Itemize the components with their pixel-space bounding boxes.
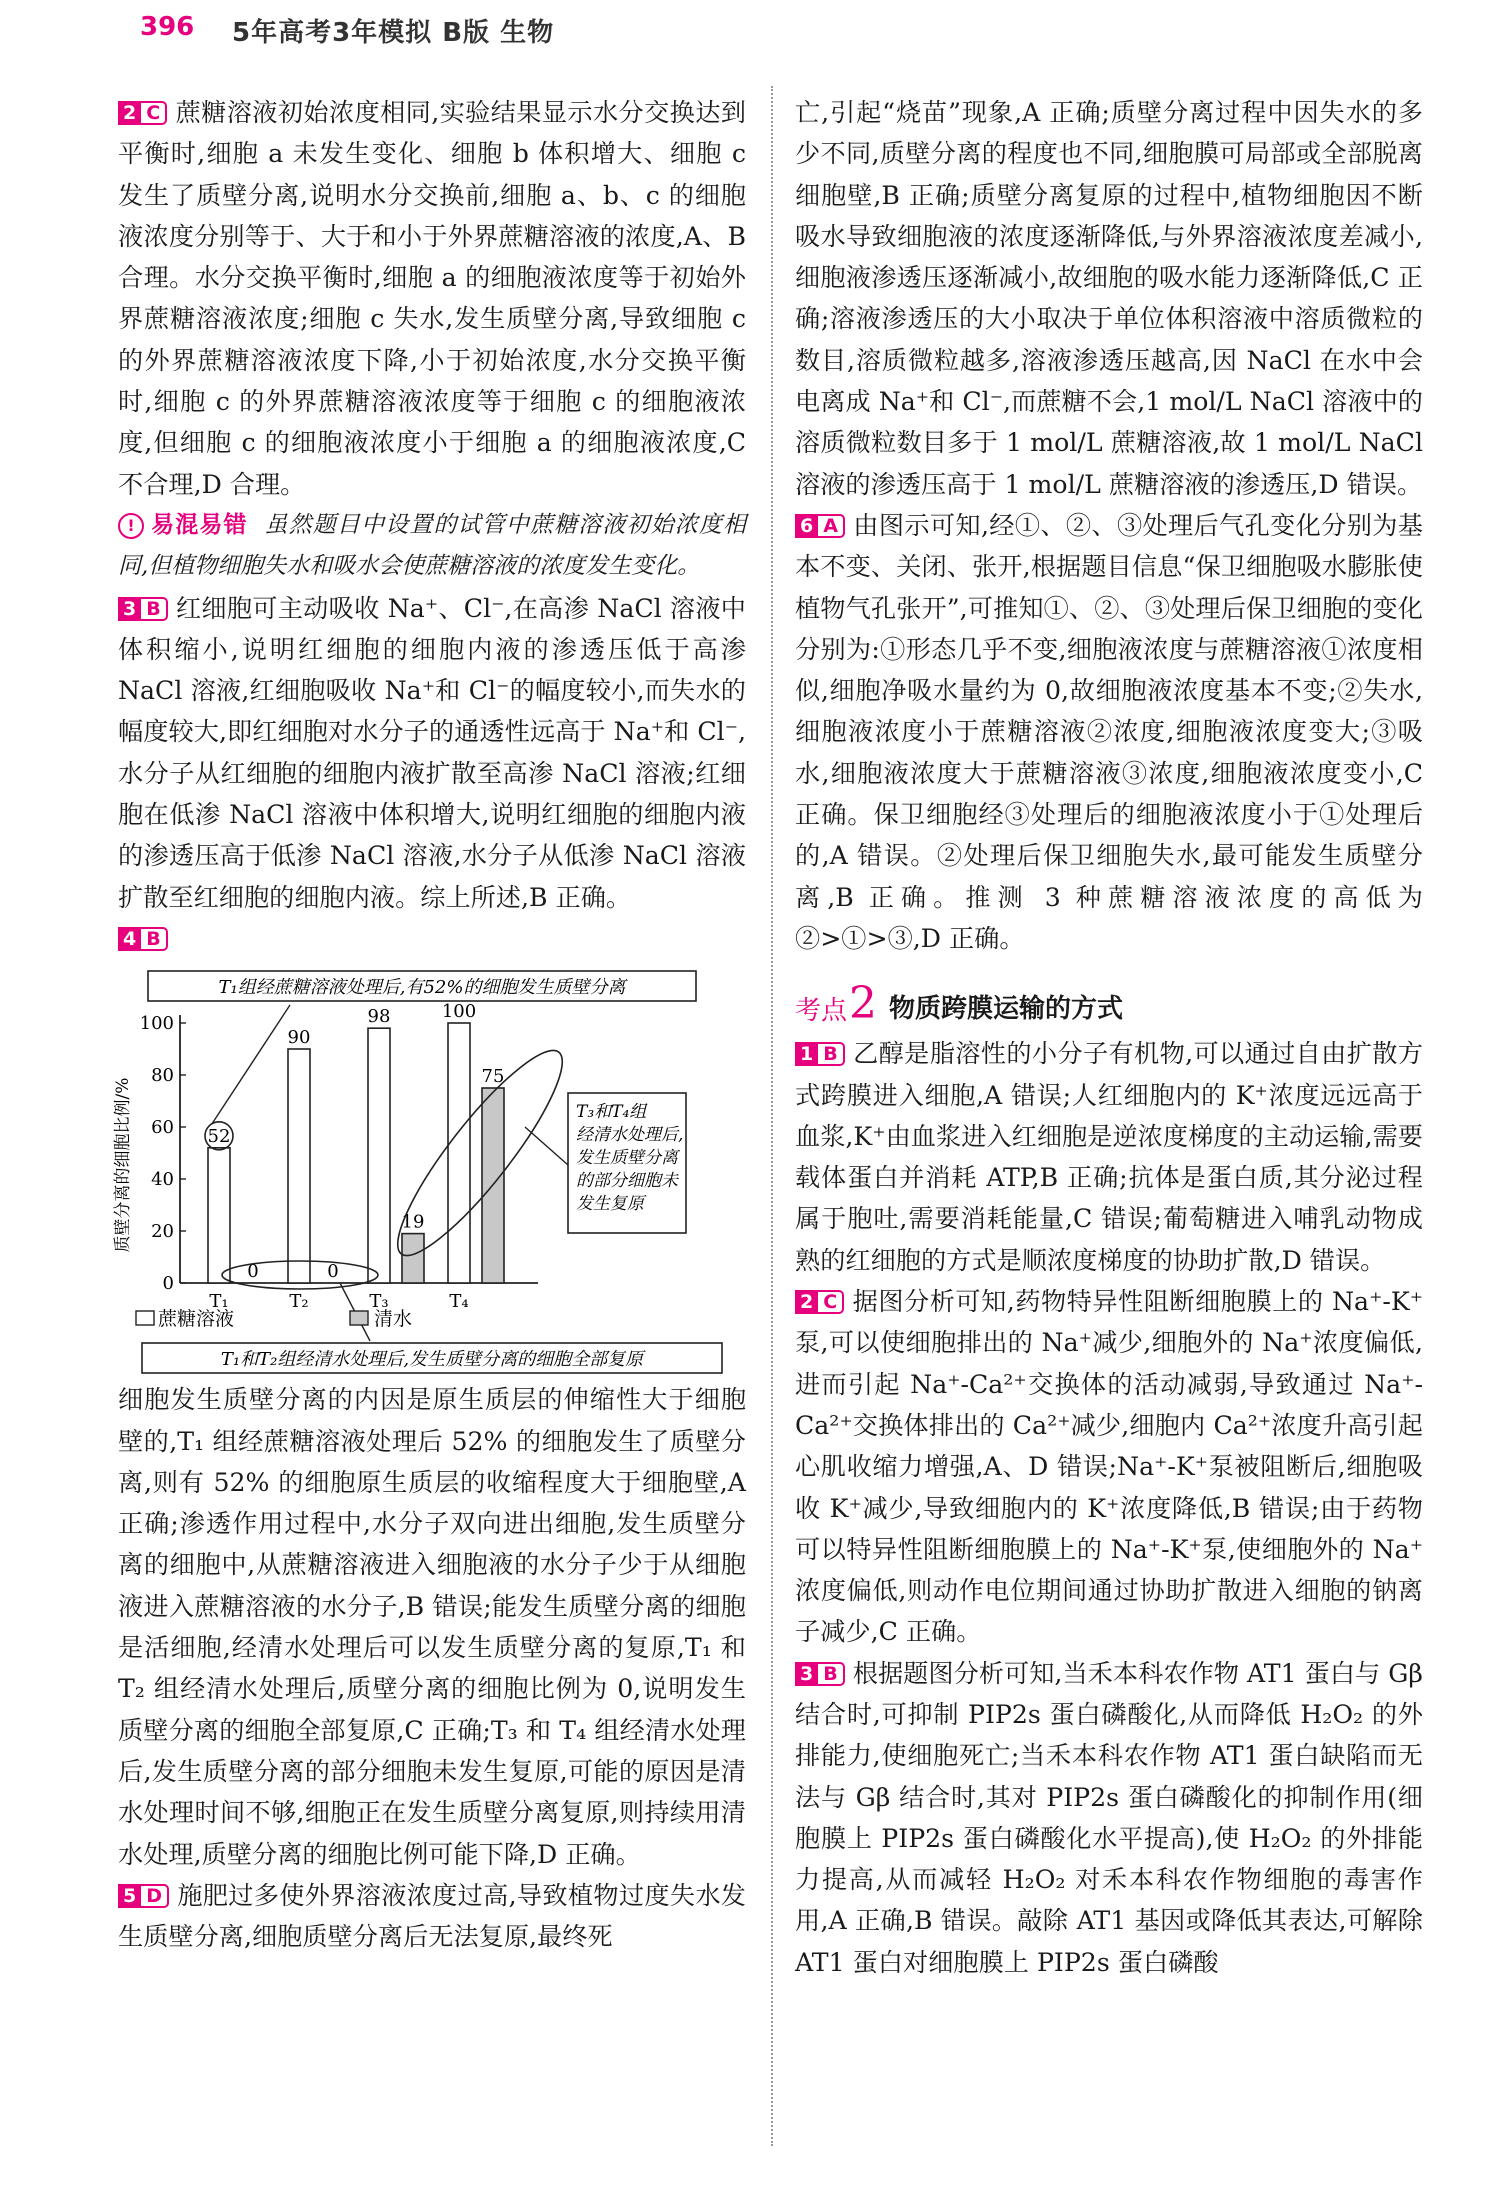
y-tick-label: 0 <box>162 1273 174 1295</box>
answer-badge: 1 B <box>795 1042 845 1066</box>
legend-swatch-water <box>350 1311 368 1325</box>
data-label: 100 <box>441 1001 477 1023</box>
right-annotation-line: T₃和T₄组 <box>576 1102 647 1123</box>
right-annotation-line: 发生复原 <box>576 1194 644 1215</box>
y-tick-label: 40 <box>151 1169 174 1191</box>
right-annotation-line: 发生质壁分离 <box>576 1148 678 1169</box>
answer-badge: 5 D <box>118 1884 169 1908</box>
data-label: 0 <box>327 1261 339 1283</box>
section-title: 物质跨膜运输的方式 <box>889 994 1124 1025</box>
answer-badge: 3 B <box>118 597 168 621</box>
y-tick-label: 80 <box>151 1065 174 1087</box>
note-text: 虽然题目中设置的试管中蔗糖溶液初始浓度相同,但植物细胞失水和吸水会使蔗糖溶液的浓度发生变化。 <box>118 511 747 580</box>
section-heading <box>795 978 1423 1030</box>
pointer-line <box>212 1005 290 1124</box>
bar-sucrose <box>448 1023 470 1283</box>
answer-k1: 1 B 乙醇是脂溶性的小分子有机物,可以通过自由扩散方式跨膜进入细胞,A 错误;人红细胞内的 K⁺浓度远远高于血浆,K⁺由血浆进入红细胞是逆浓度梯度的主动运输,需要载体蛋白并消耗 ATP,B 正确;抗体是蛋白质,其分泌过程属于胞吐,需要消耗能量,C 错误;葡萄糖进入哺乳动物成熟的红细胞的方式是顺浓度梯度的协助扩散,D 错误。 <box>795 1039 1423 1275</box>
data-label: 75 <box>481 1066 505 1088</box>
answer-q6: 6 A 由图示可知,经①、②、③处理后气孔变化分别为基本不变、关闭、张开,根据题目信息“保卫细胞吸水膨胀使植物气孔张开”,可推知①、②、③处理后保卫细胞的变化分别为:①形态几乎不变,细胞液浓度与蔗糖溶液①浓度相似,细胞净吸水量约为 0,故细胞液浓度基本不变;②失水,细胞液浓度小于蔗糖溶液②浓度,细胞液浓度变大;③吸水,细胞液浓度大于蔗糖溶液③浓度,细胞液浓度变小,C 正确。保卫细胞经③处理后的细胞液浓度小于①处理后的,A 错误。②处理后保卫细胞失水,最可能发生质壁分离,B 正确。推测 3 种蔗糖溶液浓度的高低为②>①>③,D 正确。 <box>795 510 1423 953</box>
x-tick-label: T₄ <box>449 1291 469 1313</box>
answer-badge: 3 B <box>795 1662 845 1686</box>
bar-chart <box>113 965 738 1375</box>
section-prefix: 考点 <box>795 996 848 1027</box>
bottom-annotation: T₁和T₂组经清水处理后,发生质壁分离的细胞全部复原 <box>220 1349 644 1371</box>
book-title: 5年高考3年模拟 B版 生物 <box>232 18 555 48</box>
answer-k3: 3 B 根据题图分析可知,当禾本科农作物 AT1 蛋白与 Gβ 结合时,可抑制 PIP2s 蛋白磷酸化,从而降低 H₂O₂ 的外排能力,使细胞死亡;当禾本科农作物 AT1 蛋白缺陷而无法与 Gβ 结合时,其对 PIP2s 蛋白磷酸化的抑制作用(细胞膜上 PIP2s 蛋白磷酸化水平提高),使 H₂O₂ 的外排能力提高,从而减轻 H₂O₂ 对禾本科农作物细胞的毒害作用,A 正确,B 错误。敲除 AT1 基因或降低其表达,可解除 AT1 蛋白对细胞膜上 PIP2s 蛋白磷酸 <box>795 1658 1423 1977</box>
bar-sucrose <box>288 1049 310 1283</box>
x-tick-label: T₃ <box>369 1291 389 1313</box>
pointer-line <box>525 1127 568 1165</box>
data-label: 0 <box>247 1261 259 1283</box>
y-tick-label: 60 <box>151 1117 174 1139</box>
note-confusion <box>118 505 746 588</box>
answer-q5-continued: 亡,引起“烧苗”现象,A 正确;质壁分离过程中因失水的多少不同,质壁分离的程度也不同,细胞膜可局部或全部脱离细胞壁,B 正确;质壁分离复原的过程中,植物细胞因不断吸水导致细胞液的浓度逐渐降低,与外界溶液浓度差减小,细胞液渗透压逐渐减小,故细胞的吸水能力逐渐降低,C 正确;溶液渗透压的大小取决于单位体积溶液中溶质微粒的数目,溶质微粒越多,溶液渗透压越高,因 NaCl 在水中会电离成 Na⁺和 Cl⁻,而蔗糖不会,1 mol/L NaCl 溶液中的溶质微粒数目多于 1 mol/L 蔗糖溶液,故 1 mol/L NaCl 溶液的渗透压高于 1 mol/L 蔗糖溶液的渗透压,D 错误。 <box>795 98 1423 499</box>
top-annotation: T₁组经蔗糖溶液处理后,有52%的细胞发生质壁分离 <box>218 977 626 999</box>
bar-chart-figure <box>113 965 738 1375</box>
legend-swatch-sucrose <box>136 1311 154 1325</box>
legend-sucrose: 蔗糖溶液 <box>158 1308 235 1331</box>
y-tick-label: 100 <box>139 1013 174 1035</box>
bar-sucrose <box>368 1028 390 1283</box>
answer-k2: 2 C 据图分析可知,药物特异性阻断细胞膜上的 Na⁺-K⁺泵,可以使细胞排出的 Na⁺减少,细胞外的 Na⁺浓度偏低,进而引起 Na⁺-Ca²⁺交换体的活动减弱,导致通过 Na⁺-Ca²⁺交换体排出的 Ca²⁺减少,细胞内 Ca²⁺浓度升高引起心肌收缩力增强,A、D 错误;Na⁺-K⁺泵被阻断后,细胞吸收 K⁺减少,导致细胞内的 K⁺浓度降低,B 错误;由于药物可以特异性阻断细胞膜上的 Na⁺-K⁺泵,使细胞外的 Na⁺浓度偏低,则动作电位期间通过协助扩散进入细胞的钠离子减少,C 正确。 <box>795 1287 1423 1647</box>
answer-q5: 5 D 施肥过多使外界溶液浓度过高,导致植物过度失水发生质壁分离,细胞质壁分离后无法复原,最终死 <box>118 1880 746 1952</box>
data-label: 19 <box>401 1211 425 1233</box>
answer-badge: 4 B <box>118 927 168 951</box>
bar-sucrose <box>208 1148 230 1283</box>
x-tick-label: T₁ <box>209 1291 229 1313</box>
page-number: 396 <box>140 12 195 42</box>
note-label: 易混易错 <box>150 511 248 538</box>
answer-q2: 2 C 蔗糖溶液初始浓度相同,实验结果显示水分交换达到平衡时,细胞 a 未发生变化、细胞 b 体积增大、细胞 c 发生了质壁分离,说明水分交换前,细胞 a、b、c 的细胞液浓度分别等于、大于和小于外界蔗糖溶液的浓度,A、B 合理。水分交换平衡时,细胞 a 的细胞液浓度等于初始外界蔗糖溶液浓度;细胞 c 失水,发生质壁分离,导致细胞 c 的外界蔗糖溶液浓度下降,小于初始浓度,水分交换平衡时,细胞 c 的外界蔗糖溶液浓度等于细胞 c 的细胞液浓度,但细胞 c 的细胞液浓度小于细胞 a 的细胞液浓度,C 不合理,D 合理。 <box>118 98 746 499</box>
legend-water: 清水 <box>374 1308 413 1331</box>
answer-badge: 2 C <box>118 101 167 125</box>
data-label: 90 <box>287 1027 311 1049</box>
answer-badge: 2 C <box>795 1290 844 1314</box>
answer-q3: 3 B 红细胞可主动吸收 Na⁺、Cl⁻,在高渗 NaCl 溶液中体积缩小,说明红细胞的细胞内液的渗透压低于高渗 NaCl 溶液,红细胞吸收 Na⁺和 Cl⁻的幅度较小,而失水的幅度较大,即红细胞对水分子的通透性远高于 Na⁺和 Cl⁻,水分子从红细胞的细胞内液扩散至高渗 NaCl 溶液;红细胞在低渗 NaCl 溶液中体积增大,说明红细胞的细胞内液的渗透压高于低渗 NaCl 溶液,水分子从低渗 NaCl 溶液扩散至红细胞的细胞内液。综上所述,B 正确。 <box>118 593 746 912</box>
data-label: 52 <box>207 1126 231 1148</box>
section-number: 2 <box>849 978 878 1030</box>
answer-q4-header <box>118 918 746 959</box>
right-column <box>795 92 1423 1983</box>
y-tick-label: 20 <box>151 1221 174 1243</box>
x-tick-label: T₂ <box>289 1291 309 1313</box>
answer-q4: 细胞发生质壁分离的内因是原生质层的伸缩性大于细胞壁的,T₁ 组经蔗糖溶液处理后 52% 的细胞发生了质壁分离,则有 52% 的细胞原生质层的收缩程度大于细胞壁,A 正确;渗透作用过程中,水分子双向进出细胞,发生质壁分离的细胞中,从蔗糖溶液进入细胞液的水分子少于从细胞液进入蔗糖溶液的水分子,B 错误;能发生质壁分离的细胞是活细胞,经清水处理后可以发生质壁分离的复原,T₁ 和 T₂ 组经清水处理后,质壁分离的细胞比例为 0,说明发生质壁分离的细胞全部复原,C 正确;T₃ 和 T₄ 组经清水处理后,发生质壁分离的部分细胞未发生复原,可能的原因是清水处理时间不够,细胞正在发生质壁分离复原,则持续用清水处理,质壁分离的细胞比例可能下降,D 正确。 <box>118 1385 746 1869</box>
alert-icon: ! <box>118 513 144 539</box>
data-label: 98 <box>367 1006 391 1028</box>
left-column <box>113 92 747 1957</box>
y-axis-label: 质壁分离的细胞比例/% <box>113 1077 133 1253</box>
right-annotation-line: 经清水处理后, <box>576 1125 684 1146</box>
page-header <box>0 0 1510 62</box>
column-divider <box>771 86 773 2146</box>
bar-water <box>402 1234 424 1283</box>
right-annotation-line: 的部分细胞未 <box>576 1171 678 1192</box>
answer-badge: 6 A <box>795 514 845 538</box>
